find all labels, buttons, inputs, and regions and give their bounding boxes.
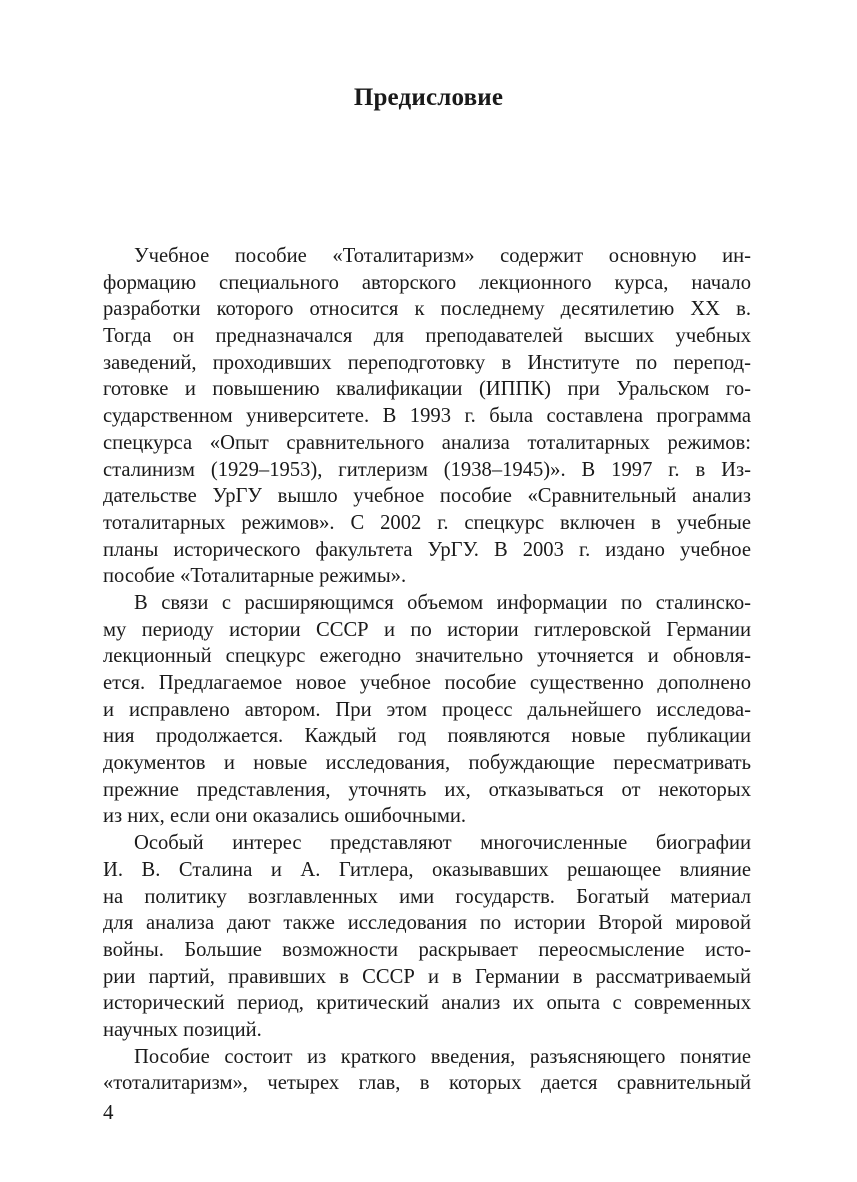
text-line: тоталитарных режимов». С 2002 г. спецкурс включен в учебные: [103, 511, 751, 534]
page-number: 4: [103, 1100, 114, 1124]
text-line: пособие «Тоталитарные режимы».: [103, 565, 407, 588]
paragraph-4: [103, 1044, 751, 1097]
text-line: заведений, проходивших переподготовку в Институте по перепод-: [103, 351, 751, 374]
text-line: лекционный спецкурс ежегодно значительно уточняется и обновля-: [103, 645, 751, 668]
text-line: спецкурса «Опыт сравнительного анализа тоталитарных режимов:: [103, 431, 751, 454]
text-line: прежние представления, уточнять их, отказываться от некоторых: [103, 778, 751, 801]
text-line: научных позиций.: [103, 1018, 262, 1041]
text-line: готовке и повышению квалификации (ИППК) при Уральском го-: [103, 378, 751, 401]
text-line: рии партий, правивших в СССР и в Германии в рассматриваемый: [103, 965, 751, 988]
text-line: Особый интерес представляют многочисленные биографии: [134, 832, 751, 855]
text-line: для анализа дают также исследования по истории Второй мировой: [103, 912, 751, 935]
paragraph-3: [103, 830, 751, 1044]
text-line: и исправлено автором. При этом процесс дальнейшего исследова-: [103, 698, 751, 721]
paragraph-2: [103, 590, 751, 830]
text-line: дательстве УрГУ вышло учебное пособие «Сравнительный анализ: [103, 485, 751, 508]
text-line: «тоталитаризм», четырех глав, в которых дается сравнительный: [103, 1072, 751, 1095]
text-line: му периоду истории СССР и по истории гитлеровской Германии: [103, 618, 751, 641]
text-line: В связи с расширяющимся объемом информации по сталинско-: [134, 591, 751, 614]
page-title: Предисловие: [353, 84, 504, 111]
text-line: сударственном университете. В 1993 г. была составлена программа: [103, 405, 751, 428]
text-line: И. В. Сталина и А. Гитлера, оказывавших решающее влияние: [103, 858, 751, 881]
text-line: сталинизм (1929–1953), гитлеризм (1938–1945)». В 1997 г. в Из-: [103, 458, 751, 481]
text-line: Тогда он предназначался для преподавателей высших учебных: [103, 325, 751, 348]
text-line: исторический период, критический анализ их опыта с современных: [103, 992, 751, 1015]
text-line: из них, если они оказались ошибочными.: [103, 805, 467, 828]
text-line: Учебное пособие «Тоталитаризм» содержит основную ин-: [134, 245, 751, 267]
text-line: формацию специального авторского лекционного курса, начало: [103, 271, 751, 294]
text-line: ния продолжается. Каждый год появляются новые публикации: [103, 725, 751, 748]
text-line: ется. Предлагаемое новое учебное пособие существенно дополнено: [103, 672, 751, 694]
text-line: документов и новые исследования, побуждающие пересматривать: [103, 752, 751, 775]
text-line: на политику возглавленных ими государств. Богатый материал: [103, 885, 751, 908]
text-line: разработки которого относится к последнему десятилетию XX в.: [103, 298, 751, 321]
text-line: Пособие состоит из краткого введения, разъясняющего понятие: [134, 1045, 751, 1068]
body-text: [103, 243, 751, 1097]
text-line: планы исторического факультета УрГУ. В 2003 г. издано учебное: [103, 538, 751, 561]
paragraph-1: [103, 243, 751, 590]
text-line: войны. Большие возможности раскрывает переосмысление исто-: [103, 938, 751, 961]
